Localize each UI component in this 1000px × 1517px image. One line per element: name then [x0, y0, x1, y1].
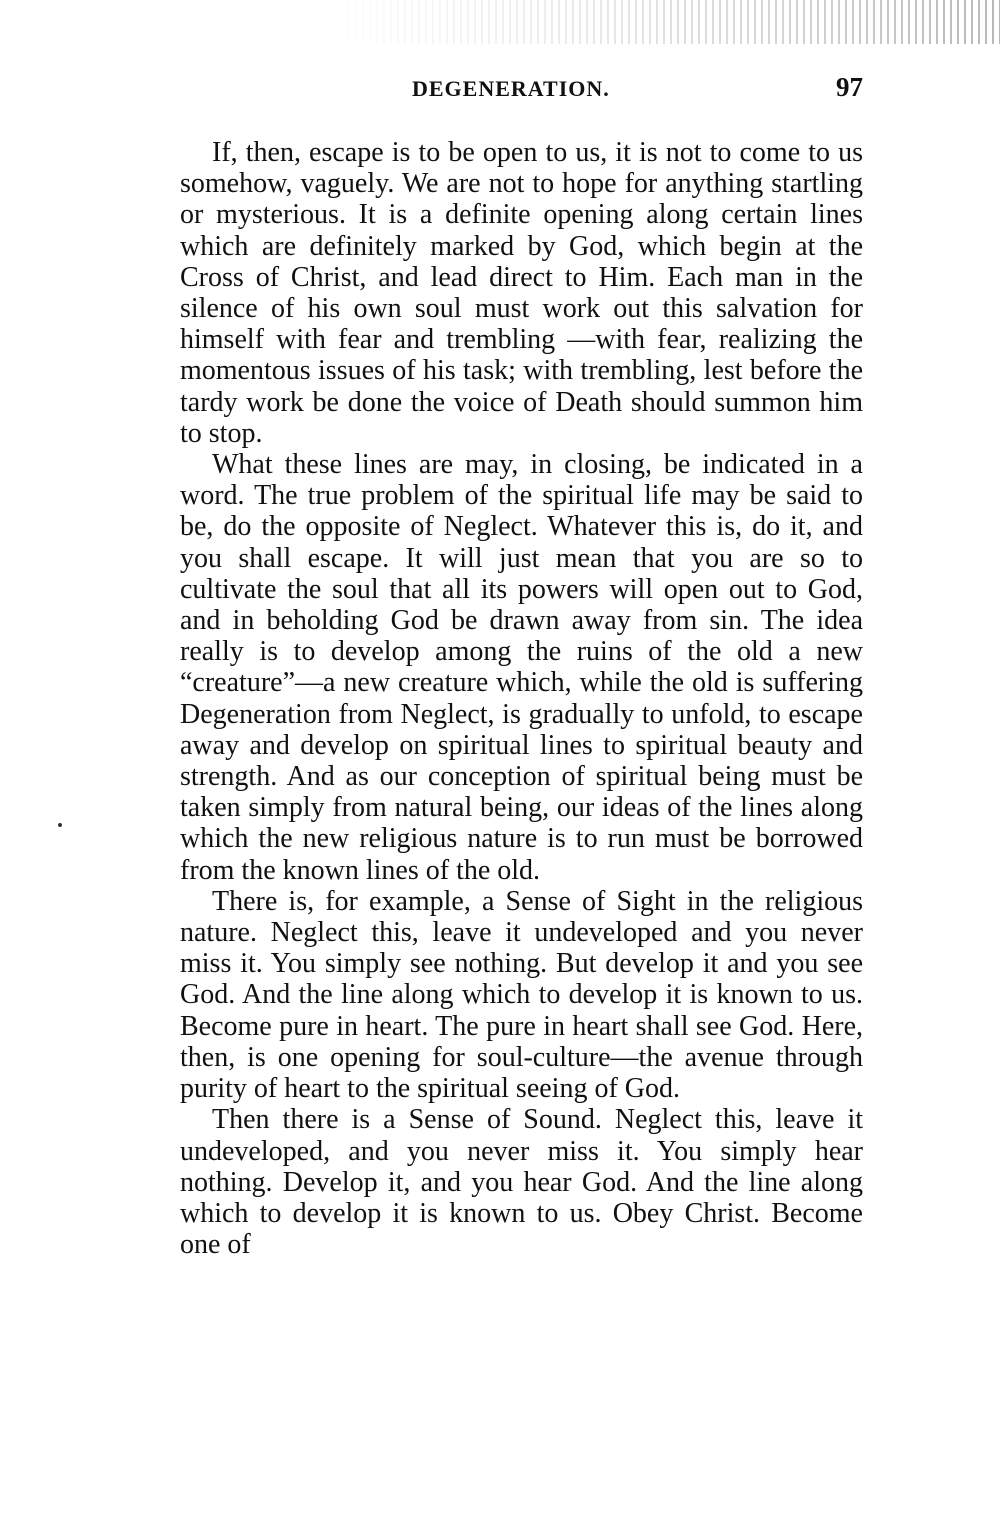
running-head: DEGENERATION.	[412, 76, 610, 101]
paragraph-3: There is, for example, a Sense of Sight in the religious nature. Neglect this, leave it undeveloped and you never miss it. You simply see nothing. But develop it and you see God. And the line along which to develop it is known to us. Become pure in heart. The pure in heart shall see God. Here, then, is one opening for soul-culture—the avenue through purity of heart to the spiritual seeing of God.	[180, 885, 863, 1105]
paragraph-4: Then there is a Sense of Sound. Neglect this, leave it undeveloped, and you never miss it. You simply hear nothing. Develop it, and you hear God. And the line along which to develop it is known to us. Obey Christ. Become one of	[180, 1104, 863, 1261]
scan-speck	[58, 823, 62, 827]
page-number: 97	[836, 72, 863, 102]
paragraph-2: What these lines are may, in closing, be indicated in a word. The true problem of the spiritual life may be said to be, do the opposite of Neglect. Whatever this is, do it, and you shall escape. It will just mean that you are so to cultivate the soul that all its powers will open out to God, and in beholding God be drawn away from sin. The idea really is to develop among the ruins of the old a new “creature”—a new creature which, while the old is suffering Degeneration from Neglect, is gradually to unfold, to escape away and develop on spiritual lines to spiritual beauty and strength. And as our conception of spiritual being must be taken simply from natural being, our ideas of the lines along which the new religious nature is to run must be borrowed from the known lines of the old.	[180, 449, 863, 886]
scan-noise-band	[40, 0, 1000, 44]
paragraph-1: If, then, escape is to be open to us, it is not to come to us somehow, vaguely. We are not to hope for anything startling or mysterious. It is a definite opening along certain lines which are definitely marked by God, which begin at the Cross of Christ, and lead direct to Him. Each man in the silence of his own soul must work out this salvation for himself with fear and trembling —with fear, realizing the momentous issues of his task; with trembling, lest before the tardy work be done the voice of Death should summon him to stop.	[180, 137, 863, 449]
page-header	[180, 72, 863, 108]
body-text	[180, 137, 863, 1260]
